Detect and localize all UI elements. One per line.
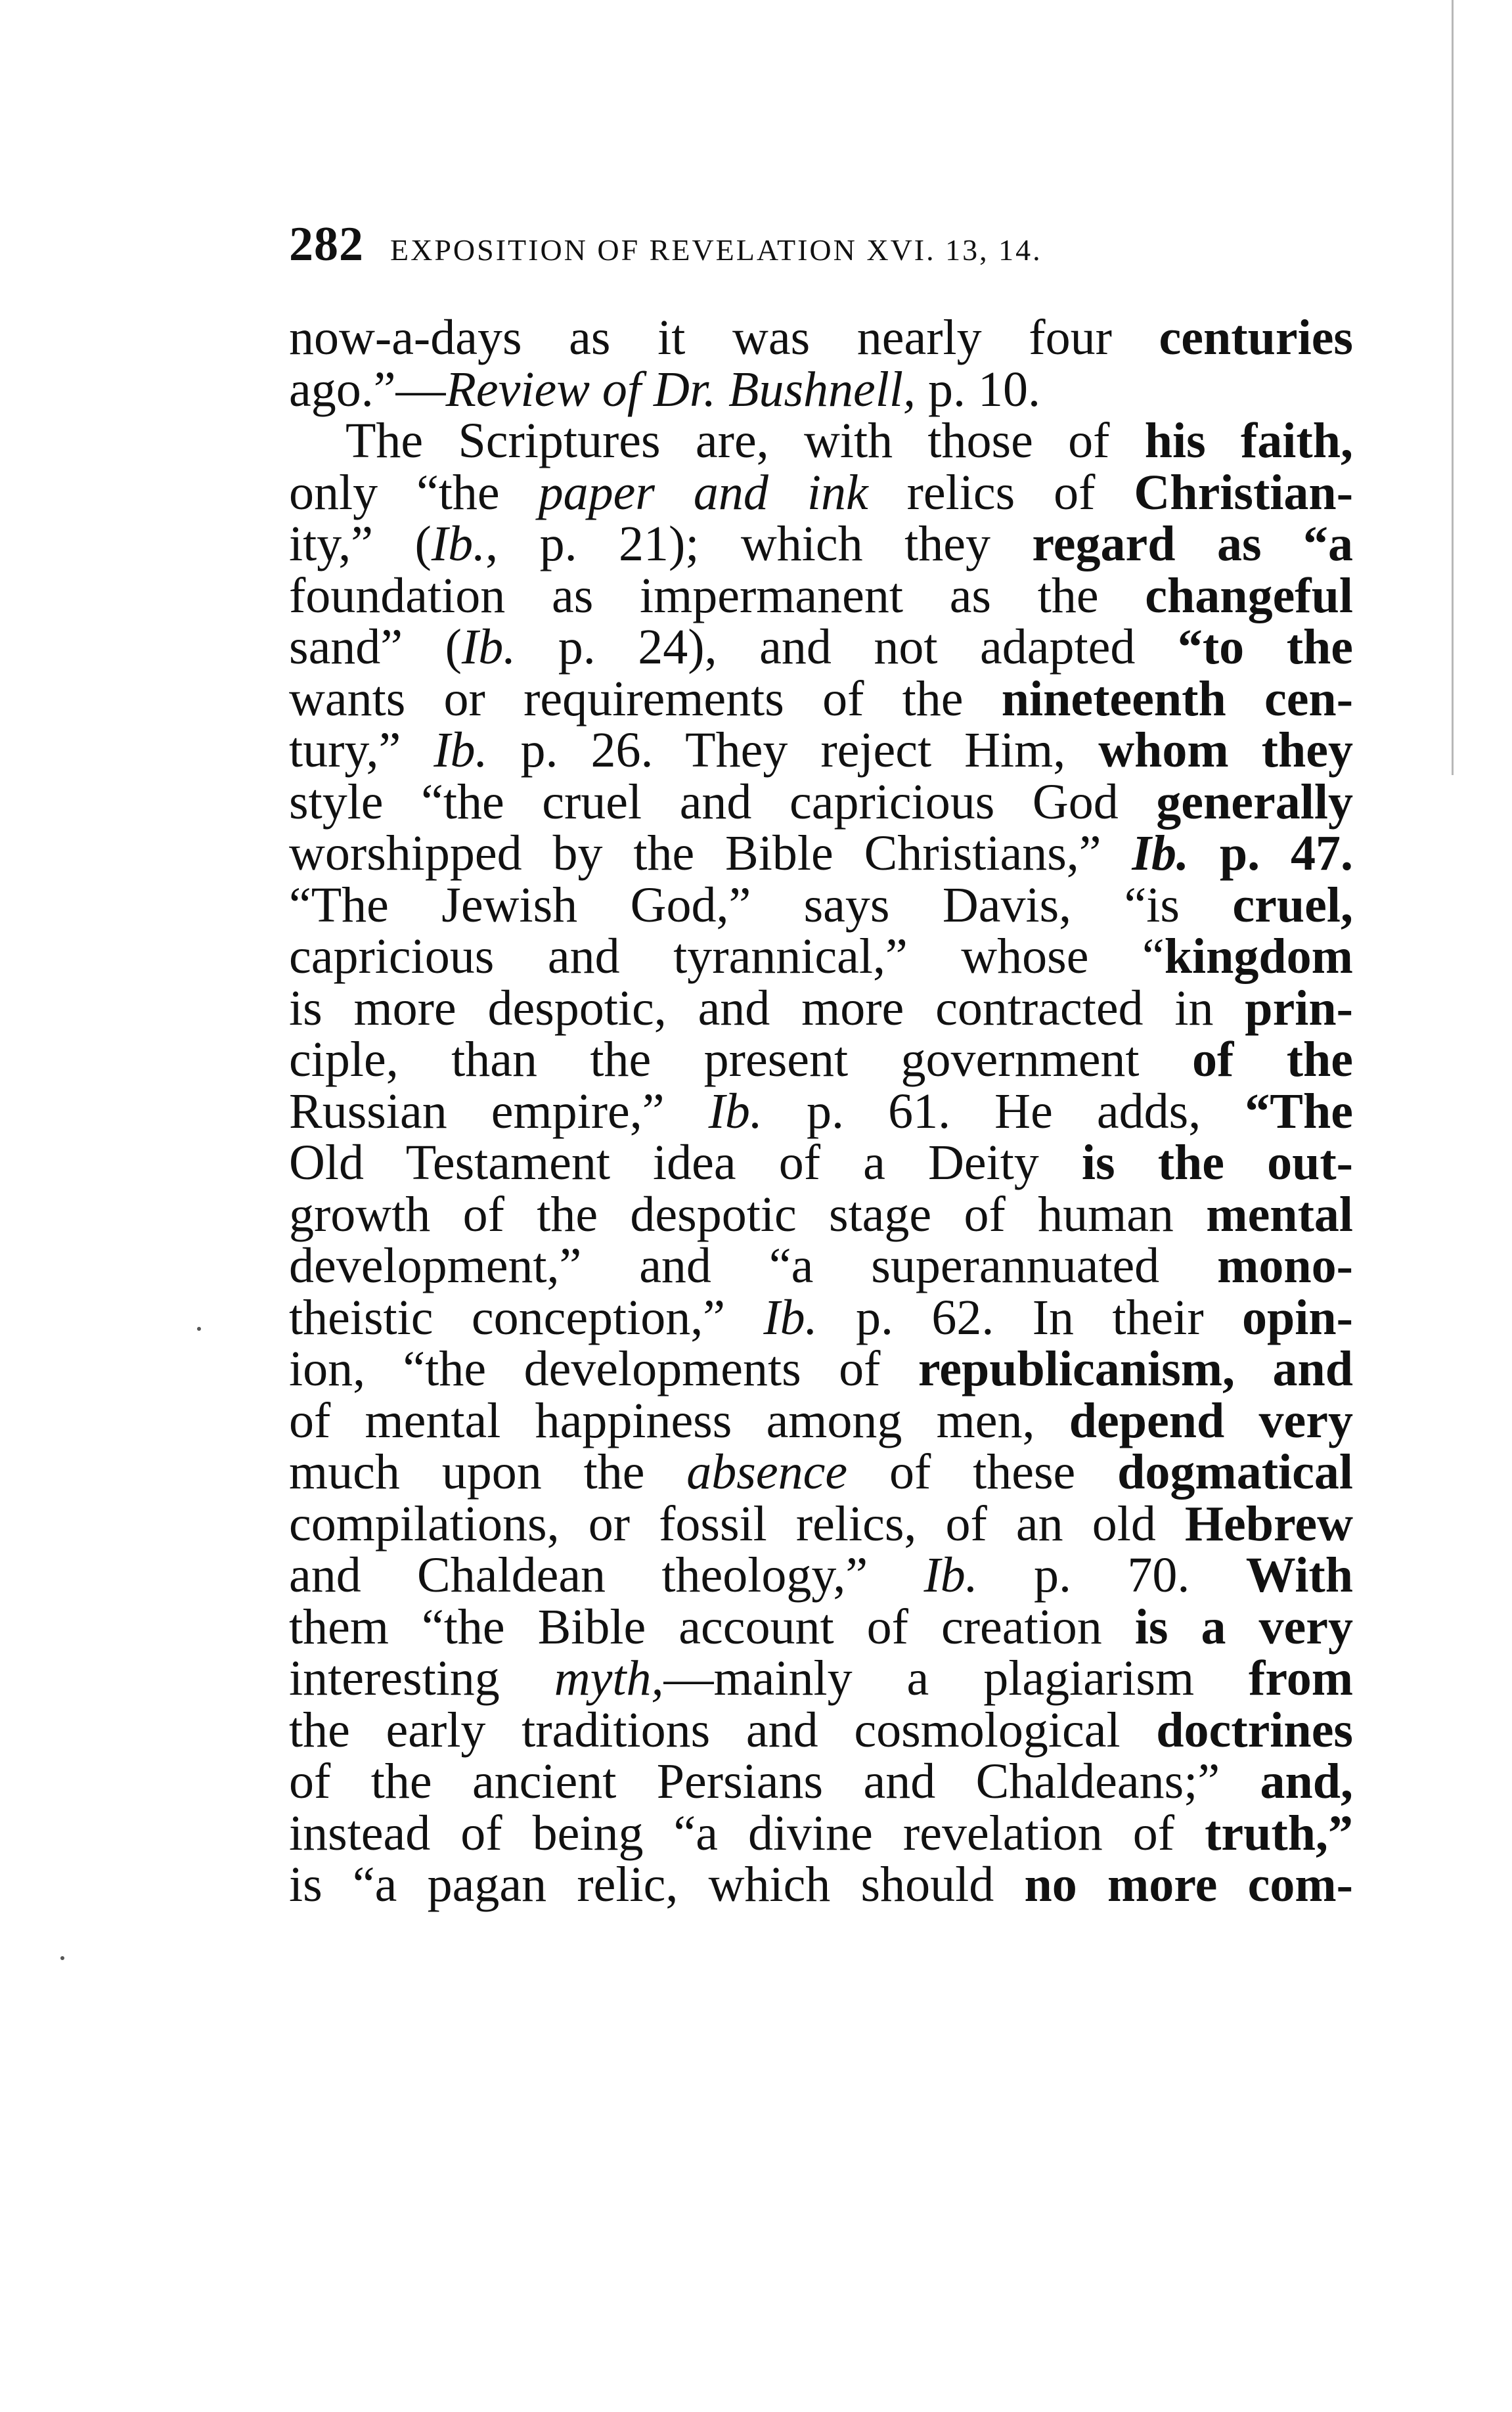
text-line (289, 1343, 1353, 1395)
text-segment: regard as “a (1032, 516, 1353, 571)
text-segment: p. 24), and not adapted (516, 619, 1178, 675)
text-line (289, 1137, 1353, 1189)
text-line (289, 570, 1353, 622)
text-line (289, 464, 1353, 520)
text-segment: Christian- (1134, 464, 1353, 520)
text-segment: capricious and tyrannical,” whose “ (289, 929, 1165, 984)
text-line (289, 621, 1353, 673)
text-segment: of the (1191, 1032, 1354, 1087)
text-segment: Ib. (461, 619, 516, 675)
text-segment: “to the (1177, 619, 1354, 675)
text-segment: whom they (1098, 723, 1353, 778)
text-line (289, 1186, 1353, 1242)
scan-speck (60, 1956, 64, 1960)
text-segment: Hebrew (1184, 1496, 1353, 1552)
text-line (289, 361, 1353, 417)
text-segment: his faith, (1144, 413, 1353, 468)
text-segment: kingdom (1164, 929, 1353, 984)
text-segment: is more despotic, and more contracted in (289, 980, 1245, 1036)
text-segment: paper and ink (538, 464, 868, 520)
page-header (289, 217, 1353, 276)
text-line (289, 1550, 1353, 1601)
text-segment: prin- (1245, 980, 1353, 1036)
text-segment: truth,” (1205, 1805, 1353, 1861)
text-line (289, 312, 1353, 364)
text-line (289, 1756, 1353, 1808)
running-head: EXPOSITION OF REVELATION XVI. 13, 14. (390, 233, 1042, 267)
text-line (289, 1083, 1353, 1139)
text-segment: p. 10. (916, 361, 1041, 417)
text-segment: Ib. (708, 1083, 763, 1139)
text-segment: Ib. (434, 723, 488, 778)
text-segment: opin- (1242, 1289, 1353, 1345)
text-segment: and, (1260, 1754, 1353, 1809)
text-segment: depend very (1069, 1393, 1354, 1448)
body-text (289, 312, 1353, 1911)
text-segment: Ib. (1132, 826, 1189, 881)
text-segment: , p. 21); which they (485, 516, 1033, 571)
text-line (289, 1289, 1353, 1345)
text-line (289, 1601, 1353, 1653)
text-segment: from (1249, 1651, 1354, 1706)
text-segment: is a very (1134, 1599, 1353, 1655)
text-line (289, 1859, 1353, 1911)
text-segment: dogmatical (1117, 1444, 1353, 1500)
text-segment: theistic conception,” (289, 1289, 764, 1345)
text-segment: p. 70. (977, 1548, 1246, 1603)
text-segment: “The (1245, 1083, 1353, 1139)
text-segment: ciple, than the present government (289, 1032, 1192, 1087)
text-segment: Russian empire,” (289, 1083, 709, 1139)
text-segment: sand” ( (289, 619, 462, 675)
text-segment: p. 47. (1188, 826, 1353, 881)
text-line (289, 828, 1353, 880)
text-segment: only “the (289, 464, 539, 520)
text-segment: foundation as impermanent as the (289, 568, 1145, 623)
text-segment: now-a-days as it was nearly four (289, 310, 1159, 365)
text-segment: doctrines (1156, 1702, 1353, 1758)
text-segment: wants or requirements of the (289, 671, 1002, 726)
text-segment: —mainly a plagiarism (663, 1651, 1249, 1706)
text-segment: of these (847, 1444, 1118, 1500)
text-segment: style “the cruel and capricious God (289, 774, 1157, 830)
text-line (289, 1240, 1353, 1292)
text-line (289, 415, 1353, 467)
text-segment: Ib. (923, 1548, 978, 1603)
text-segment: Ib. (431, 516, 486, 571)
text-segment: Review of Dr. Bushnell, (445, 361, 916, 417)
text-segment: is “a pagan relic, which should (289, 1857, 1025, 1912)
text-segment: nineteenth cen- (1001, 671, 1353, 726)
text-segment: republicanism, and (918, 1341, 1353, 1396)
text-line (289, 776, 1353, 828)
text-line (289, 1498, 1353, 1550)
text-line (289, 1034, 1353, 1086)
text-line (289, 1805, 1353, 1861)
text-segment: p. 62. In their (817, 1289, 1243, 1345)
text-segment: development,” and “a superannuated (289, 1238, 1218, 1293)
text-segment: much upon the (289, 1444, 687, 1500)
text-segment: tury,” (289, 723, 434, 778)
text-line (289, 1446, 1353, 1498)
text-segment: growth of the despotic stage of human (289, 1186, 1207, 1242)
text-segment: of the ancient Persians and Chaldeans;” (289, 1754, 1260, 1809)
text-segment: ity,” ( (289, 516, 432, 571)
text-segment: and Chaldean theology,” (289, 1548, 924, 1603)
text-segment: The Scriptures are, with those of (345, 413, 1145, 468)
scan-speck (197, 1327, 201, 1331)
text-segment: Old Testament idea of a Deity (289, 1135, 1082, 1190)
text-segment: instead of being “a divine revelation of (289, 1805, 1205, 1861)
text-segment: of mental happiness among men, (289, 1393, 1069, 1448)
text-line (289, 725, 1353, 776)
text-line (289, 1653, 1353, 1705)
text-segment: p. 61. He adds, (762, 1083, 1245, 1139)
page-edge-rule (1452, 0, 1454, 775)
text-segment: ago.”— (289, 361, 446, 417)
text-segment: mental (1206, 1186, 1353, 1242)
text-segment: mono- (1217, 1238, 1353, 1293)
text-line (289, 673, 1353, 725)
text-segment: ion, “the developments of (289, 1341, 918, 1396)
text-segment: relics of (868, 464, 1134, 520)
text-segment: worshipped by the Bible Christians,” (289, 826, 1132, 881)
text-segment: p. 26. They reject Him, (487, 723, 1099, 778)
text-segment: myth, (554, 1651, 664, 1706)
text-line (289, 877, 1353, 933)
text-segment: compilations, or fossil relics, of an old (289, 1496, 1185, 1552)
text-segment: With (1245, 1548, 1354, 1603)
text-segment: no more com- (1024, 1857, 1353, 1912)
text-segment: absence (686, 1444, 848, 1500)
text-segment: Ib. (763, 1289, 818, 1345)
text-line (289, 931, 1353, 983)
text-segment: centuries (1159, 310, 1353, 365)
text-segment: is the out- (1081, 1135, 1353, 1190)
text-line (289, 1702, 1353, 1758)
text-segment: the early traditions and cosmological (289, 1702, 1157, 1758)
text-line (289, 1395, 1353, 1447)
text-segment: “The Jewish God,” says Davis, “is (289, 877, 1233, 933)
text-segment: cruel, (1232, 877, 1353, 933)
page-number: 282 (289, 217, 364, 271)
text-segment: them “the Bible account of creation (289, 1599, 1135, 1655)
text-line (289, 518, 1353, 570)
text-segment: interesting (289, 1651, 554, 1706)
text-segment: changeful (1145, 568, 1353, 623)
text-segment: generally (1156, 774, 1353, 830)
text-line (289, 980, 1353, 1036)
